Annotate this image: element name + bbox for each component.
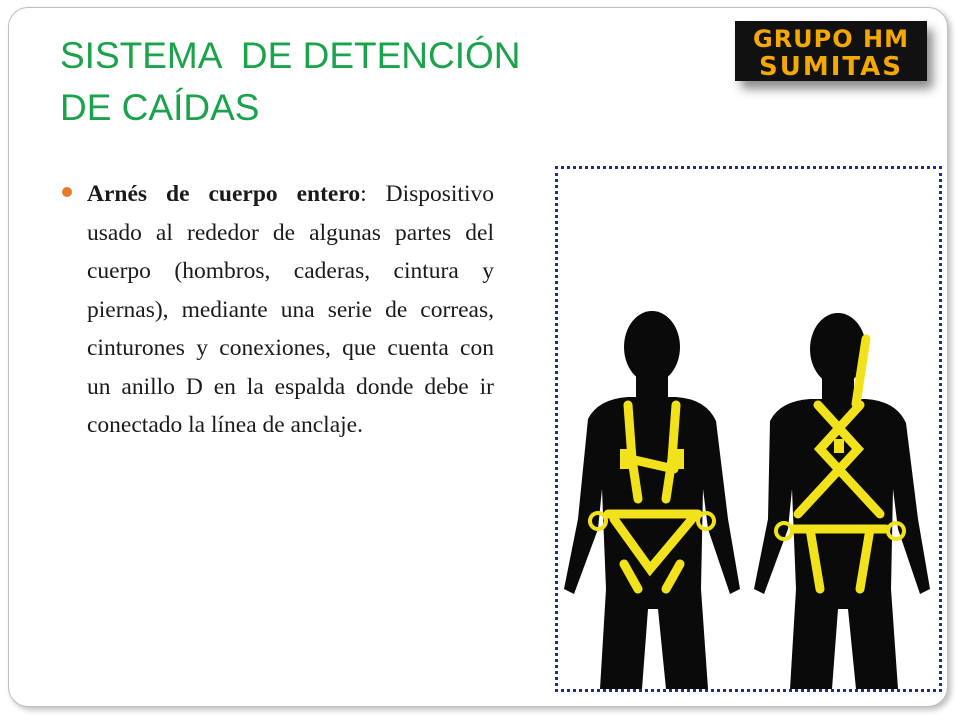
bullet-item xyxy=(87,175,494,445)
harness-illustration-icon xyxy=(558,169,939,689)
company-logo xyxy=(735,21,927,81)
title-line-1: SISTEMA DE DETENCIÓN xyxy=(60,35,521,76)
logo-line-2: SUMITAS xyxy=(759,52,903,81)
bullet-dot-icon xyxy=(62,187,72,197)
bullet-separator: : xyxy=(360,181,367,207)
bullet-list xyxy=(62,175,494,445)
title-line-2: DE CAÍDAS xyxy=(60,87,260,128)
bullet-description: Dispositivo usado al rededor de algunas partes del cuerpo (hombros, caderas, cintura y piernas), mediante una serie de correas, cinturones y conexiones, que cuenta con un anillo D en la espalda donde debe ir conectado la línea de anclaje. xyxy=(87,181,494,438)
bullet-term: Arnés de cuerpo entero xyxy=(87,181,361,207)
slide-title xyxy=(60,30,660,134)
harness-figure xyxy=(555,166,942,692)
logo-line-1: GRUPO HM xyxy=(753,25,909,53)
